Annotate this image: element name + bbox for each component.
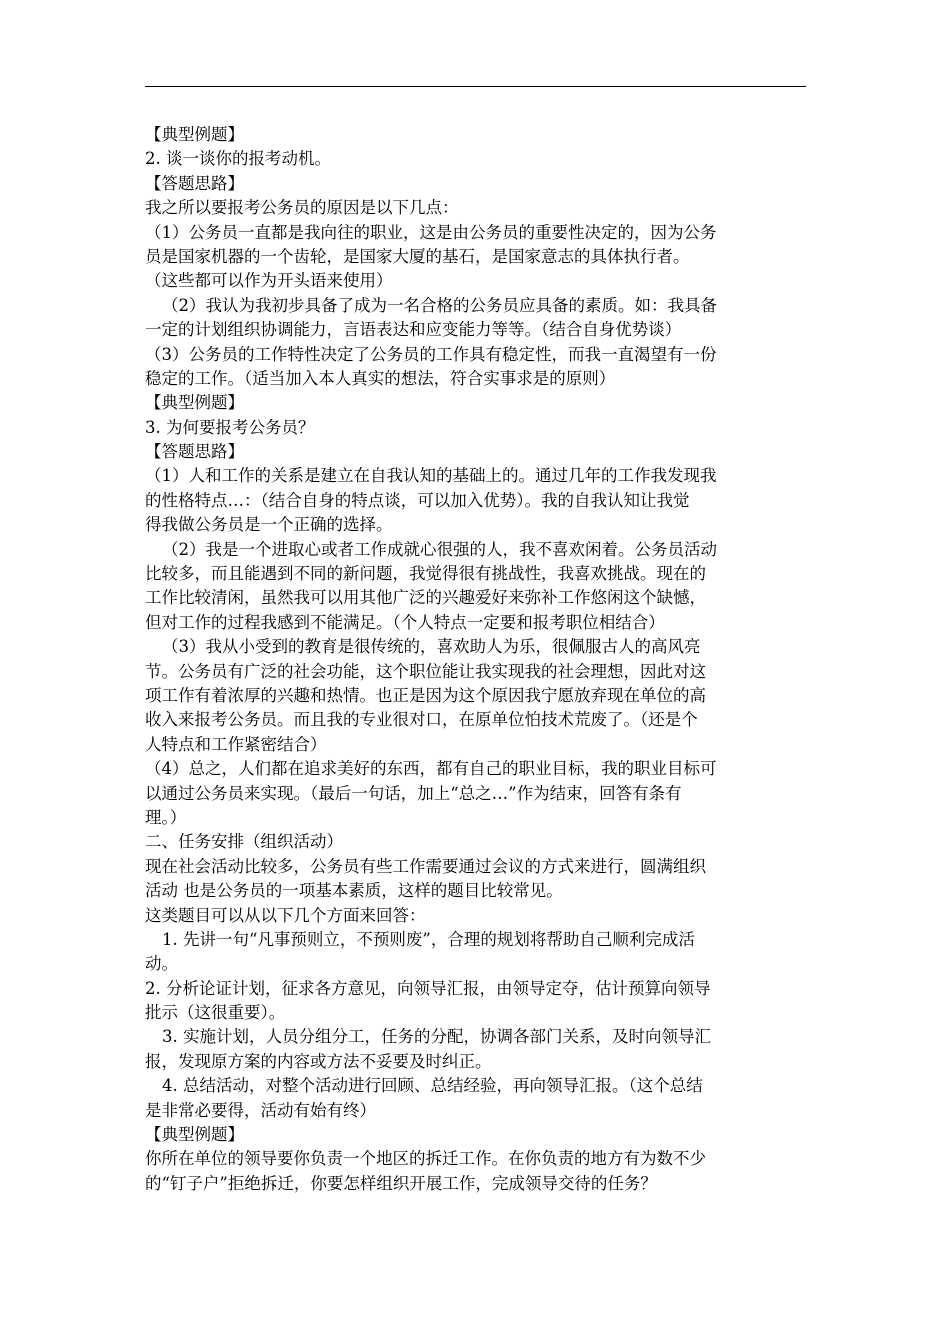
text-line: 批示（这很重要）。 (145, 1003, 286, 1023)
text-line: 一定的计划组织协调能力，言语表达和应变能力等等。（结合自身优势谈） (145, 320, 682, 340)
text-line: 二、任务安排（组织活动） (145, 832, 343, 852)
text-line: （2）我是一个进取心或者工作成就心很强的人，我不喜欢闲着。公务员活动 (162, 539, 717, 559)
document-body (145, 123, 807, 1196)
text-line: 理。） (145, 807, 187, 827)
text-line: 的“钉子户”拒绝拆迁，你要怎样组织开展工作，完成领导交待的任务？ (145, 1173, 657, 1193)
text-line: 的性格特点…：（结合自身的特点谈，可以加入优势）。我的自我认知让我觉 (145, 490, 690, 510)
text-line: （这些都可以作为开头语来使用） (145, 271, 393, 291)
text-line: 你所在单位的领导要你负责一个地区的拆迁工作。在你负责的地方有为数不少 (145, 1149, 706, 1169)
text-line: 比较多，而且能遇到不同的新问题，我觉得很有挑战性，我喜欢挑战。现在的 (145, 564, 706, 584)
text-line: 【答题思路】 (145, 173, 244, 193)
text-line: 3. 为何要报考公务员？ (145, 417, 315, 437)
text-line: 但对工作的过程我感到不能满足。（个人特点一定要和报考职位相结合） (145, 612, 665, 632)
text-line: 项工作有着浓厚的兴趣和热情。也正是因为这个原因我宁愿放弃现在单位的高 (145, 685, 706, 705)
text-line: （1）人和工作的关系是建立在自我认知的基础上的。通过几年的工作我发现我 (145, 466, 717, 486)
text-line: 人特点和工作紧密结合） (145, 734, 327, 754)
text-line: 【典型例题】 (145, 393, 244, 413)
text-line: 现在社会活动比较多，公务员有些工作需要通过会议的方式来进行，圆满组织 (145, 856, 706, 876)
text-line: 活动 也是公务员的一项基本素质，这样的题目比较常见。 (145, 881, 563, 901)
text-line: 工作比较清闲，虽然我可以用其他广泛的兴趣爱好来弥补工作悠闲这个缺憾， (145, 588, 706, 608)
text-line: 收入来报考公务员。而且我的专业很对口，在原单位怕技术荒废了。（还是个 (145, 710, 698, 730)
text-line: 2. 谈一谈你的报考动机。 (145, 149, 331, 169)
text-line: 2. 分析论证计划，征求各方意见，向领导汇报，由领导定夺，估计预算向领导 (145, 978, 711, 998)
text-line: （2）我认为我初步具备了成为一名合格的公务员应具备的素质。如：我具备 (162, 295, 717, 315)
text-line: 得我做公务员是一个正确的选择。 (145, 515, 393, 535)
text-line: 这类题目可以从以下几个方面来回答： (145, 905, 426, 925)
text-line: 我之所以要报考公务员的原因是以下几点： (145, 198, 459, 218)
text-line: 是非常必要得，活动有始有终） (145, 1100, 376, 1120)
text-line: （4）总之，人们都在追求美好的东西，都有自己的职业目标，我的职业目标可 (145, 759, 717, 779)
text-line: 节。公务员有广泛的社会功能，这个职位能让我实现我的社会理想，因此对这 (145, 661, 706, 681)
text-line: 报，发现原方案的内容或方法不妥要及时纠正。 (145, 1051, 492, 1071)
header-rule (145, 86, 806, 87)
text-line: 1. 先讲一句“凡事预则立，不预则废”，合理的规划将帮助自己顺利完成活 (162, 929, 695, 949)
text-line: （3）我从小受到的教育是很传统的，喜欢助人为乐，很佩服古人的高风亮 (162, 637, 701, 657)
text-line: 3. 实施计划，人员分组分工，任务的分配，协调各部门关系，及时向领导汇 (162, 1027, 711, 1047)
text-line: 4. 总结活动，对整个活动进行回顾、总结经验，再向领导汇报。（这个总结 (162, 1076, 703, 1096)
text-line: （1）公务员一直都是我向往的职业，这是由公务员的重要性决定的，因为公务 (145, 222, 717, 242)
text-line: 【答题思路】 (145, 442, 244, 462)
text-line: 【典型例题】 (145, 1125, 244, 1145)
text-line: 以通过公务员来实现。（最后一句话，加上“总之…”作为结束，回答有条有 (145, 783, 682, 803)
text-line: （3）公务员的工作特性决定了公务员的工作具有稳定性，而我一直渴望有一份 (145, 344, 717, 364)
text-line: 动。 (145, 954, 178, 974)
text-line: 稳定的工作。（适当加入本人真实的想法，符合实事求是的原则） (145, 368, 616, 388)
text-line: 员是国家机器的一个齿轮，是国家大厦的基石，是国家意志的具体执行者。 (145, 246, 690, 266)
text-line: 【典型例题】 (145, 125, 244, 144)
